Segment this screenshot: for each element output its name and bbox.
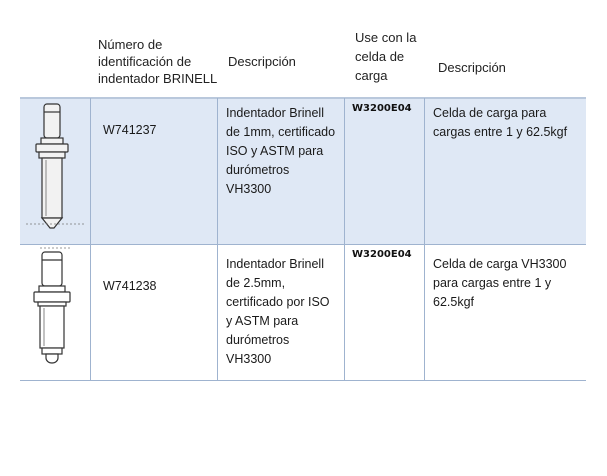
load-cell-description: Celda de carga para cargas entre 1 y 62.5kgf [433,106,568,139]
header-description: Descripción [228,54,296,69]
table-divider [217,98,218,381]
header-load-cell-description: Descripción [438,60,506,75]
part-number: W741238 [103,279,157,293]
description: Indentador Brinell de 1mm, certificado ISO y ASTM para durómetros VH3300 [226,106,336,196]
brinell-indenter-2.5mm-image [24,246,84,376]
table-divider [20,380,586,381]
table-divider [90,98,91,381]
brinell-indenter-1mm-image [26,100,86,240]
header-part-number: Número de identificación de indentador BRINELL [98,37,218,86]
load-cell-description: Celda de carga VH3300 para cargas entre 1 y 62.5kgf [433,257,567,309]
table-divider [344,98,345,381]
table-divider [20,97,586,99]
table-divider [424,98,425,381]
load-cell-code: W3200E04 [352,103,412,114]
load-cell-code: W3200E04 [352,249,412,260]
part-number: W741237 [103,123,157,137]
description: Indentador Brinell de 2.5mm, certificado por ISO y ASTM para durómetros VH3300 [226,257,330,366]
header-load-cell: Use con la celda de carga [355,30,417,83]
table-divider [20,244,586,245]
